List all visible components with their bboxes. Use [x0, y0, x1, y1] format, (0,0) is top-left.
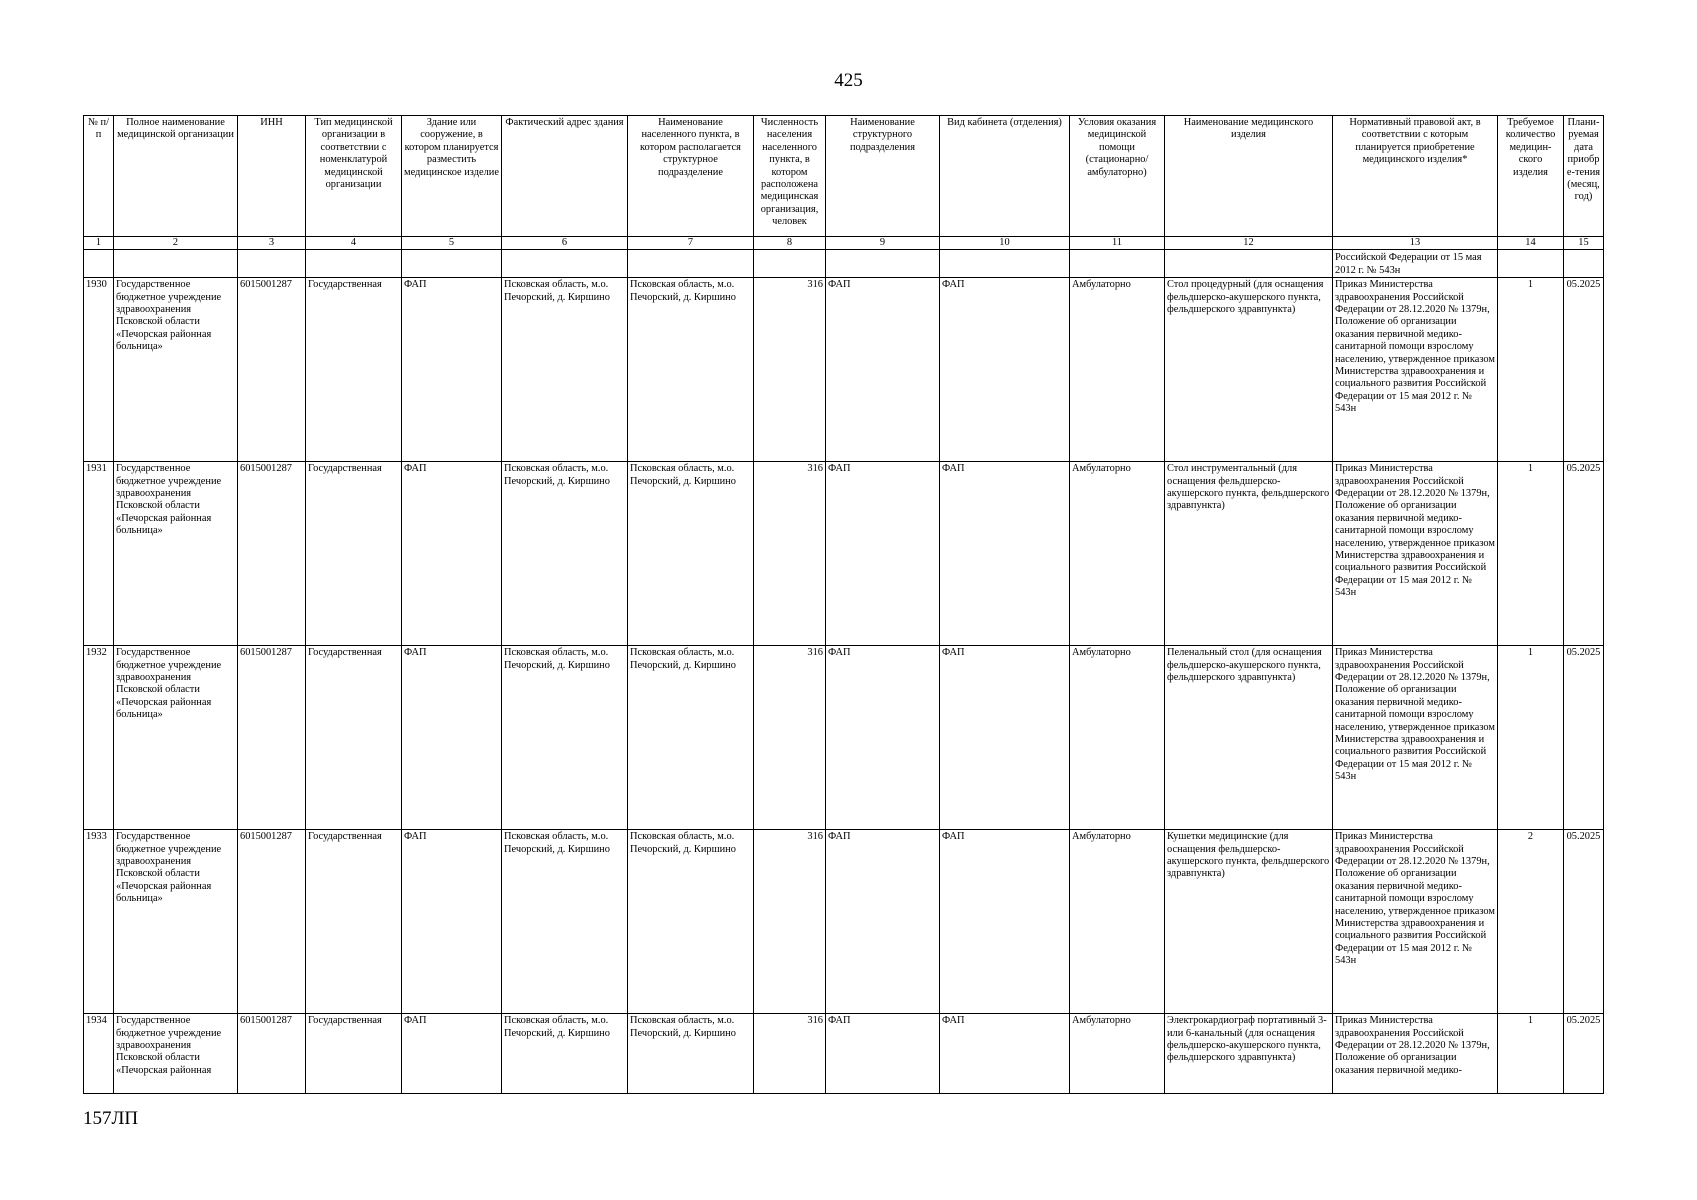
- device-name: Кушетки медицинские (для оснащения фельдшерско-акушерского пункта, фельдшерского здравпункта): [1165, 830, 1333, 1014]
- cabinet: ФАП: [940, 462, 1070, 646]
- building: ФАП: [402, 278, 502, 462]
- equipment-register-table: [83, 115, 1604, 1094]
- subdivision: ФАП: [826, 1014, 940, 1094]
- col-number: 3: [238, 237, 306, 250]
- quantity: 1: [1498, 646, 1564, 830]
- col-number: 10: [940, 237, 1070, 250]
- row-num: 1934: [84, 1014, 114, 1094]
- planned-date: 05.2025: [1564, 278, 1604, 462]
- act-continuation: Российской Федерации от 15 мая 2012 г. № 543н: [1335, 252, 1482, 276]
- quantity: 2: [1498, 830, 1564, 1014]
- conditions: Амбулаторно: [1070, 646, 1165, 830]
- col-header-population: Численность населения населенного пункта, в котором расположена медицинская организация, человек: [754, 116, 826, 237]
- col-number: 14: [1498, 237, 1564, 250]
- building: ФАП: [402, 646, 502, 830]
- continuation-row: [84, 250, 1604, 278]
- col-header-building: Здание или сооружение, в котором планируется разместить медицинское изделие: [402, 116, 502, 237]
- col-number: 12: [1165, 237, 1333, 250]
- cabinet: ФАП: [940, 278, 1070, 462]
- col-header-num: № п/п: [84, 116, 114, 237]
- col-number: 5: [402, 237, 502, 250]
- building: ФАП: [402, 462, 502, 646]
- col-number: 1: [84, 237, 114, 250]
- device-name: Пеленальный стол (для оснащения фельдшерско-акушерского пункта, фельдшерского здравпункта): [1165, 646, 1333, 830]
- col-header-cabinet: Вид кабинета (отделения): [940, 116, 1070, 237]
- col-number: 11: [1070, 237, 1165, 250]
- inn: 6015001287: [238, 1014, 306, 1094]
- inn: 6015001287: [238, 646, 306, 830]
- col-header-conditions: Условия оказания медицинской помощи (стационарно/ амбулаторно): [1070, 116, 1165, 237]
- table-row: [84, 278, 1604, 462]
- cabinet: ФАП: [940, 1014, 1070, 1094]
- col-number: 7: [628, 237, 754, 250]
- subdivision: ФАП: [826, 462, 940, 646]
- org-name: Государственное бюджетное учреждение здравоохранения Псковской области «Печорская районная больница»: [114, 278, 238, 462]
- subdivision: ФАП: [826, 830, 940, 1014]
- planned-date: 05.2025: [1564, 646, 1604, 830]
- legal-act: Приказ Министерства здравоохранения Российской Федерации от 28.12.2020 № 1379н, Положение об организации оказания первичной медико-: [1333, 1014, 1498, 1094]
- row-num: 1932: [84, 646, 114, 830]
- locality: Псковская область, м.о. Печорский, д. Киршино: [628, 1014, 754, 1094]
- legal-act: Приказ Министерства здравоохранения Российской Федерации от 28.12.2020 № 1379н, Положение об организации оказания первичной медико-санитарной помощи взрослому населению, утвержденное приказом Министерства здравоохранения и социального развития Российской Федерации от 15 мая 2012 г. № 543н: [1333, 278, 1498, 462]
- org-type: Государственная: [306, 278, 402, 462]
- address: Псковская область, м.о. Печорский, д. Киршино: [502, 462, 628, 646]
- conditions: Амбулаторно: [1070, 1014, 1165, 1094]
- locality: Псковская область, м.о. Печорский, д. Киршино: [628, 646, 754, 830]
- org-name: Государственное бюджетное учреждение здравоохранения Псковской области «Печорская районная больница»: [114, 830, 238, 1014]
- population: 316: [754, 1014, 826, 1094]
- building: ФАП: [402, 830, 502, 1014]
- address: Псковская область, м.о. Печорский, д. Киршино: [502, 278, 628, 462]
- org-name: Государственное бюджетное учреждение здравоохранения Псковской области «Печорская районная: [114, 1014, 238, 1094]
- col-header-address: Фактический адрес здания: [502, 116, 628, 237]
- table-row: [84, 1014, 1604, 1094]
- population: 316: [754, 646, 826, 830]
- population: 316: [754, 278, 826, 462]
- col-number: 2: [114, 237, 238, 250]
- org-type: Государственная: [306, 462, 402, 646]
- population: 316: [754, 830, 826, 1014]
- row-num: 1930: [84, 278, 114, 462]
- conditions: Амбулаторно: [1070, 830, 1165, 1014]
- planned-date: 05.2025: [1564, 462, 1604, 646]
- col-header-inn: ИНН: [238, 116, 306, 237]
- quantity: 1: [1498, 1014, 1564, 1094]
- col-header-qty: Требуемое количество медицин-ского изделия: [1498, 116, 1564, 237]
- inn: 6015001287: [238, 462, 306, 646]
- population: 316: [754, 462, 826, 646]
- col-number: 6: [502, 237, 628, 250]
- document-code: 157ЛП: [83, 1108, 139, 1129]
- conditions: Амбулаторно: [1070, 462, 1165, 646]
- col-header-subdivision: Наименование структурного подразделения: [826, 116, 940, 237]
- locality: Псковская область, м.о. Печорский, д. Киршино: [628, 462, 754, 646]
- quantity: 1: [1498, 462, 1564, 646]
- conditions: Амбулаторно: [1070, 278, 1165, 462]
- device-name: Электрокардиограф портативный 3- или 6-канальный (для оснащения фельдшерско-акушерского пункта, фельдшерского здравпункта): [1165, 1014, 1333, 1094]
- org-type: Государственная: [306, 830, 402, 1014]
- cabinet: ФАП: [940, 646, 1070, 830]
- column-number-row: [84, 237, 1604, 250]
- org-type: Государственная: [306, 646, 402, 830]
- col-number: 9: [826, 237, 940, 250]
- col-number: 4: [306, 237, 402, 250]
- locality: Псковская область, м.о. Печорский, д. Киршино: [628, 830, 754, 1014]
- locality: Псковская область, м.о. Печорский, д. Киршино: [628, 278, 754, 462]
- org-name: Государственное бюджетное учреждение здравоохранения Псковской области «Печорская районная больница»: [114, 646, 238, 830]
- col-header-locality: Наименование населенного пункта, в котором располагается структурное подразделение: [628, 116, 754, 237]
- cabinet: ФАП: [940, 830, 1070, 1014]
- row-num: 1931: [84, 462, 114, 646]
- table-row: [84, 830, 1604, 1014]
- header-row: [84, 116, 1604, 237]
- planned-date: 05.2025: [1564, 830, 1604, 1014]
- table-row: [84, 646, 1604, 830]
- building: ФАП: [402, 1014, 502, 1094]
- subdivision: ФАП: [826, 646, 940, 830]
- device-name: Стол инструментальный (для оснащения фельдшерско-акушерского пункта, фельдшерского здравпункта): [1165, 462, 1333, 646]
- col-header-device: Наименование медицинского изделия: [1165, 116, 1333, 237]
- col-number: 13: [1333, 237, 1498, 250]
- col-header-date: Плани-руемая дата приобре-тения (месяц, год): [1564, 116, 1604, 237]
- inn: 6015001287: [238, 278, 306, 462]
- quantity: 1: [1498, 278, 1564, 462]
- org-name: Государственное бюджетное учреждение здравоохранения Псковской области «Печорская районная больница»: [114, 462, 238, 646]
- col-number: 15: [1564, 237, 1604, 250]
- col-number: 8: [754, 237, 826, 250]
- org-type: Государственная: [306, 1014, 402, 1094]
- legal-act: Приказ Министерства здравоохранения Российской Федерации от 28.12.2020 № 1379н, Положение об организации оказания первичной медико-санитарной помощи взрослому населению, утвержденное приказом Министерства здравоохранения и социального развития Российской Федерации от 15 мая 2012 г. № 543н: [1333, 462, 1498, 646]
- address: Псковская область, м.о. Печорский, д. Киршино: [502, 646, 628, 830]
- address: Псковская область, м.о. Печорский, д. Киршино: [502, 1014, 628, 1094]
- legal-act: Приказ Министерства здравоохранения Российской Федерации от 28.12.2020 № 1379н, Положение об организации оказания первичной медико-санитарной помощи взрослому населению, утвержденное приказом Министерства здравоохранения и социального развития Российской Федерации от 15 мая 2012 г. № 543н: [1333, 646, 1498, 830]
- table-row: [84, 462, 1604, 646]
- planned-date: 05.2025: [1564, 1014, 1604, 1094]
- row-num: 1933: [84, 830, 114, 1014]
- col-header-type: Тип медицинской организации в соответствии с номенклатурой медицинской организации: [306, 116, 402, 237]
- legal-act: Приказ Министерства здравоохранения Российской Федерации от 28.12.2020 № 1379н, Положение об организации оказания первичной медико-санитарной помощи взрослому населению, утвержденное приказом Министерства здравоохранения и социального развития Российской Федерации от 15 мая 2012 г. № 543н: [1333, 830, 1498, 1014]
- page-number: 425: [834, 70, 863, 91]
- subdivision: ФАП: [826, 278, 940, 462]
- device-name: Стол процедурный (для оснащения фельдшерско-акушерского пункта, фельдшерского здравпункта): [1165, 278, 1333, 462]
- address: Псковская область, м.о. Печорский, д. Киршино: [502, 830, 628, 1014]
- col-header-org: Полное наименование медицинской организации: [114, 116, 238, 237]
- inn: 6015001287: [238, 830, 306, 1014]
- col-header-act: Нормативный правовой акт, в соответствии с которым планируется приобретение медицинского изделия*: [1333, 116, 1498, 237]
